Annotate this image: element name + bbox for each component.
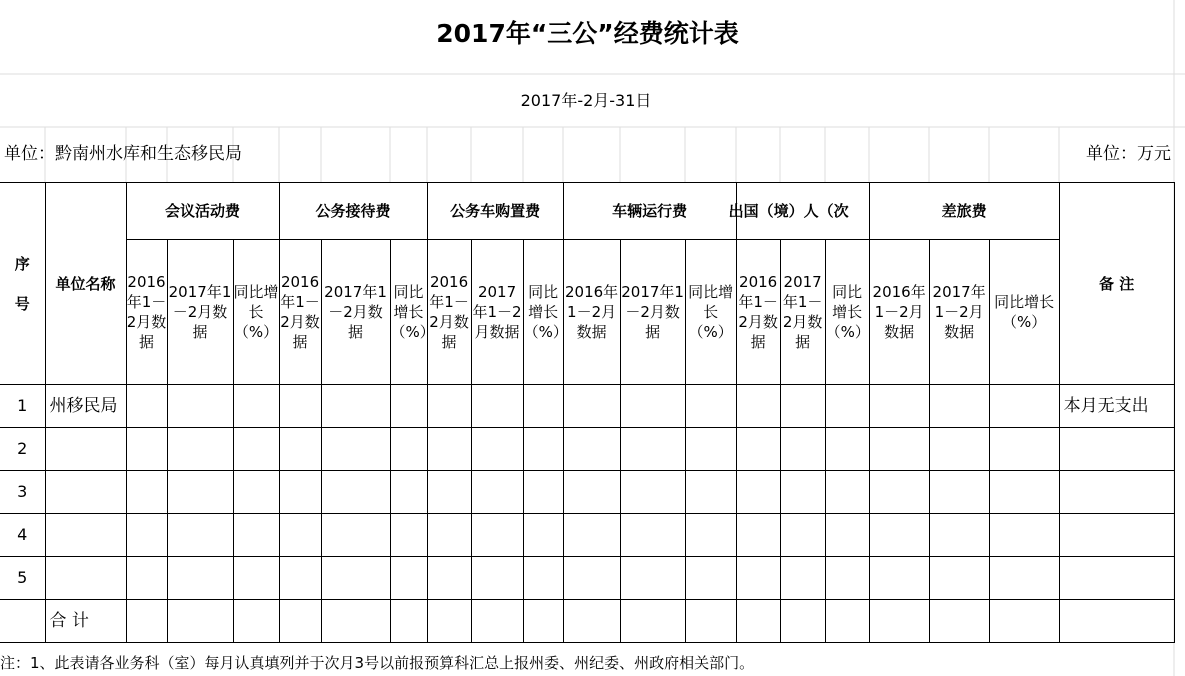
row-unit-name[interactable] (45, 428, 126, 471)
table-cell[interactable] (427, 385, 471, 428)
table-cell[interactable] (321, 557, 390, 600)
table-row[interactable] (0, 557, 1174, 600)
table-cell[interactable] (390, 557, 427, 600)
table-cell[interactable] (279, 600, 321, 643)
table-row[interactable] (0, 428, 1174, 471)
table-cell[interactable] (869, 600, 929, 643)
table-cell[interactable] (0, 600, 45, 643)
header-group-vehicle-purchase: 公务车购置费 (427, 183, 563, 240)
header-sub-yoy: 同比增长（%） (390, 240, 427, 385)
row-seq[interactable]: 4 (0, 514, 45, 557)
header-seq (0, 183, 45, 385)
table-row-total[interactable] (0, 600, 1174, 643)
header-sub-2016: 2016年1－2月数据 (279, 240, 321, 385)
table-cell[interactable] (780, 471, 825, 514)
table-cell[interactable] (523, 428, 563, 471)
table-cell[interactable] (989, 385, 1059, 428)
table-cell[interactable] (685, 514, 736, 557)
table-cell[interactable] (321, 428, 390, 471)
table-cell[interactable] (471, 428, 523, 471)
table-cell[interactable] (929, 471, 989, 514)
table-row[interactable] (0, 514, 1174, 557)
table-cell[interactable] (620, 557, 685, 600)
table-cell[interactable] (233, 600, 279, 643)
row-remark[interactable] (1059, 428, 1174, 471)
row-remark[interactable] (1059, 471, 1174, 514)
table-cell[interactable] (989, 471, 1059, 514)
table-cell[interactable] (126, 514, 167, 557)
table-cell[interactable] (563, 600, 620, 643)
table-cell[interactable] (321, 471, 390, 514)
header-sub-2016: 2016年1－2月数据 (563, 240, 620, 385)
table-cell[interactable] (825, 471, 869, 514)
row-seq[interactable]: 2 (0, 428, 45, 471)
table-cell[interactable] (390, 428, 427, 471)
table-cell[interactable] (523, 600, 563, 643)
header-group-overseas: 出国（境）人（次 (736, 183, 869, 240)
table-cell[interactable] (869, 428, 929, 471)
table-cell[interactable] (233, 557, 279, 600)
row-seq[interactable]: 5 (0, 557, 45, 600)
table-cell[interactable] (279, 557, 321, 600)
table-cell[interactable] (390, 471, 427, 514)
table-cell[interactable] (620, 600, 685, 643)
table-cell[interactable] (989, 514, 1059, 557)
header-sub-2017: 2017年1－2月数据 (471, 240, 523, 385)
row-unit-name[interactable] (45, 557, 126, 600)
table-cell[interactable] (427, 514, 471, 557)
table-cell[interactable] (989, 428, 1059, 471)
table-cell[interactable] (825, 428, 869, 471)
table-cell[interactable] (471, 557, 523, 600)
table-cell[interactable] (471, 471, 523, 514)
table-cell[interactable] (126, 600, 167, 643)
table-cell[interactable] (869, 471, 929, 514)
table-cell[interactable] (390, 385, 427, 428)
table-cell[interactable] (825, 514, 869, 557)
table-cell[interactable] (523, 557, 563, 600)
table-cell[interactable] (427, 600, 471, 643)
table-cell[interactable] (620, 385, 685, 428)
table-cell[interactable] (523, 385, 563, 428)
expense-table (0, 182, 1175, 643)
table-cell[interactable] (929, 557, 989, 600)
header-unit-name: 单位名称 (45, 183, 126, 385)
table-cell[interactable] (620, 514, 685, 557)
table-cell[interactable] (685, 385, 736, 428)
table-cell[interactable] (390, 600, 427, 643)
row-seq[interactable]: 3 (0, 471, 45, 514)
table-cell[interactable] (869, 385, 929, 428)
table-cell[interactable] (929, 514, 989, 557)
table-cell[interactable] (736, 385, 780, 428)
header-sub-2016: 2016年1－2月数据 (869, 240, 929, 385)
table-cell[interactable] (620, 428, 685, 471)
table-cell[interactable] (279, 471, 321, 514)
total-label[interactable]: 合 计 (45, 600, 126, 643)
header-sub-2016: 2016年1－2月数据 (126, 240, 167, 385)
table-cell[interactable] (685, 600, 736, 643)
header-sub-2017: 2017年1－2月数据 (929, 240, 989, 385)
table-cell[interactable] (736, 600, 780, 643)
table-cell[interactable] (563, 514, 620, 557)
row-remark[interactable] (1059, 514, 1174, 557)
table-cell[interactable] (523, 514, 563, 557)
header-sub-yoy: 同比增长（%） (685, 240, 736, 385)
table-cell[interactable] (620, 471, 685, 514)
table-cell[interactable] (825, 600, 869, 643)
row-unit-name[interactable] (45, 514, 126, 557)
table-cell[interactable] (685, 557, 736, 600)
table-cell[interactable] (233, 471, 279, 514)
table-cell[interactable] (167, 600, 233, 643)
table-cell[interactable] (989, 600, 1059, 643)
table-row[interactable] (0, 471, 1174, 514)
table-cell[interactable] (126, 557, 167, 600)
table-cell[interactable] (780, 600, 825, 643)
row-remark[interactable]: 本月无支出 (1059, 385, 1174, 428)
table-cell[interactable] (563, 557, 620, 600)
table-cell[interactable] (126, 428, 167, 471)
table-cell[interactable] (989, 557, 1059, 600)
table-cell[interactable] (825, 557, 869, 600)
header-sub-yoy: 同比增长（%） (989, 240, 1059, 385)
table-cell[interactable] (233, 385, 279, 428)
table-cell[interactable] (126, 385, 167, 428)
table-cell[interactable] (126, 471, 167, 514)
table-cell[interactable] (427, 471, 471, 514)
table-cell[interactable] (563, 385, 620, 428)
report-date: 2017年-2月-31日 (520, 91, 652, 110)
table-cell[interactable] (233, 514, 279, 557)
currency-unit: 单位：万元 (1086, 144, 1171, 164)
header-sub-yoy: 同比增长（%） (233, 240, 279, 385)
table-cell[interactable] (233, 428, 279, 471)
table-cell[interactable] (523, 471, 563, 514)
table-cell[interactable] (167, 557, 233, 600)
table-cell[interactable] (471, 600, 523, 643)
header-group-travel: 差旅费 (869, 183, 1059, 240)
reporting-unit: 单位：黔南州水库和生态移民局 (4, 144, 242, 164)
table-cell[interactable] (780, 514, 825, 557)
row-remark[interactable] (1059, 557, 1174, 600)
header-sub-2016: 2016年1－2月数据 (736, 240, 780, 385)
table-cell[interactable] (321, 600, 390, 643)
table-cell[interactable] (736, 428, 780, 471)
table-cell[interactable] (869, 514, 929, 557)
header-sub-2017: 2017年1－2月数据 (321, 240, 390, 385)
table-cell[interactable] (736, 514, 780, 557)
header-remark: 备 注 (1059, 183, 1174, 385)
table-cell[interactable] (279, 428, 321, 471)
header-sub-2017: 2017年1－2月数据 (620, 240, 685, 385)
table-cell[interactable] (471, 385, 523, 428)
table-cell[interactable] (929, 428, 989, 471)
table-cell[interactable] (685, 428, 736, 471)
sheet-title: 2017年“三公”经费统计表 (436, 19, 739, 48)
table-cell[interactable] (279, 514, 321, 557)
footnote: 注：1、此表请各业务科（室）每月认真填列并于次月3号以前报预算科汇总上报州委、州纪委、州政府相关部门。 (0, 654, 755, 672)
table-cell[interactable] (563, 471, 620, 514)
table-cell[interactable] (167, 428, 233, 471)
table-cell[interactable] (321, 385, 390, 428)
header-group-meeting: 会议活动费 (126, 183, 279, 240)
table-cell[interactable] (685, 471, 736, 514)
table-cell[interactable] (427, 428, 471, 471)
table-cell[interactable] (929, 385, 989, 428)
header-sub-2017: 2017年1－2月数据 (780, 240, 825, 385)
table-cell[interactable] (869, 557, 929, 600)
table-cell[interactable] (1059, 600, 1174, 643)
table-cell[interactable] (279, 385, 321, 428)
header-group-reception: 公务接待费 (279, 183, 427, 240)
table-row[interactable] (0, 385, 1174, 428)
row-unit-name[interactable] (45, 471, 126, 514)
table-cell[interactable] (736, 557, 780, 600)
table-cell[interactable] (780, 428, 825, 471)
table-cell[interactable] (780, 557, 825, 600)
table-cell[interactable] (825, 385, 869, 428)
table-cell[interactable] (390, 514, 427, 557)
table-cell[interactable] (427, 557, 471, 600)
header-seq-label: 序号 (14, 254, 30, 313)
header-sub-yoy: 同比增长（%） (825, 240, 869, 385)
header-sub-2017: 2017年1－2月数据 (167, 240, 233, 385)
table-cell[interactable] (167, 514, 233, 557)
table-cell[interactable] (167, 471, 233, 514)
table-cell[interactable] (736, 471, 780, 514)
header-sub-yoy: 同比增长（%） (523, 240, 563, 385)
row-seq[interactable]: 1 (0, 385, 45, 428)
row-unit-name[interactable]: 州移民局 (45, 385, 126, 428)
table-cell[interactable] (929, 600, 989, 643)
table-cell[interactable] (780, 385, 825, 428)
header-sub-2016: 2016年1－2月数据 (427, 240, 471, 385)
header-group-vehicle-operation: 车辆运行费 (563, 183, 736, 240)
table-cell[interactable] (321, 514, 390, 557)
table-cell[interactable] (563, 428, 620, 471)
table-cell[interactable] (471, 514, 523, 557)
table-cell[interactable] (167, 385, 233, 428)
